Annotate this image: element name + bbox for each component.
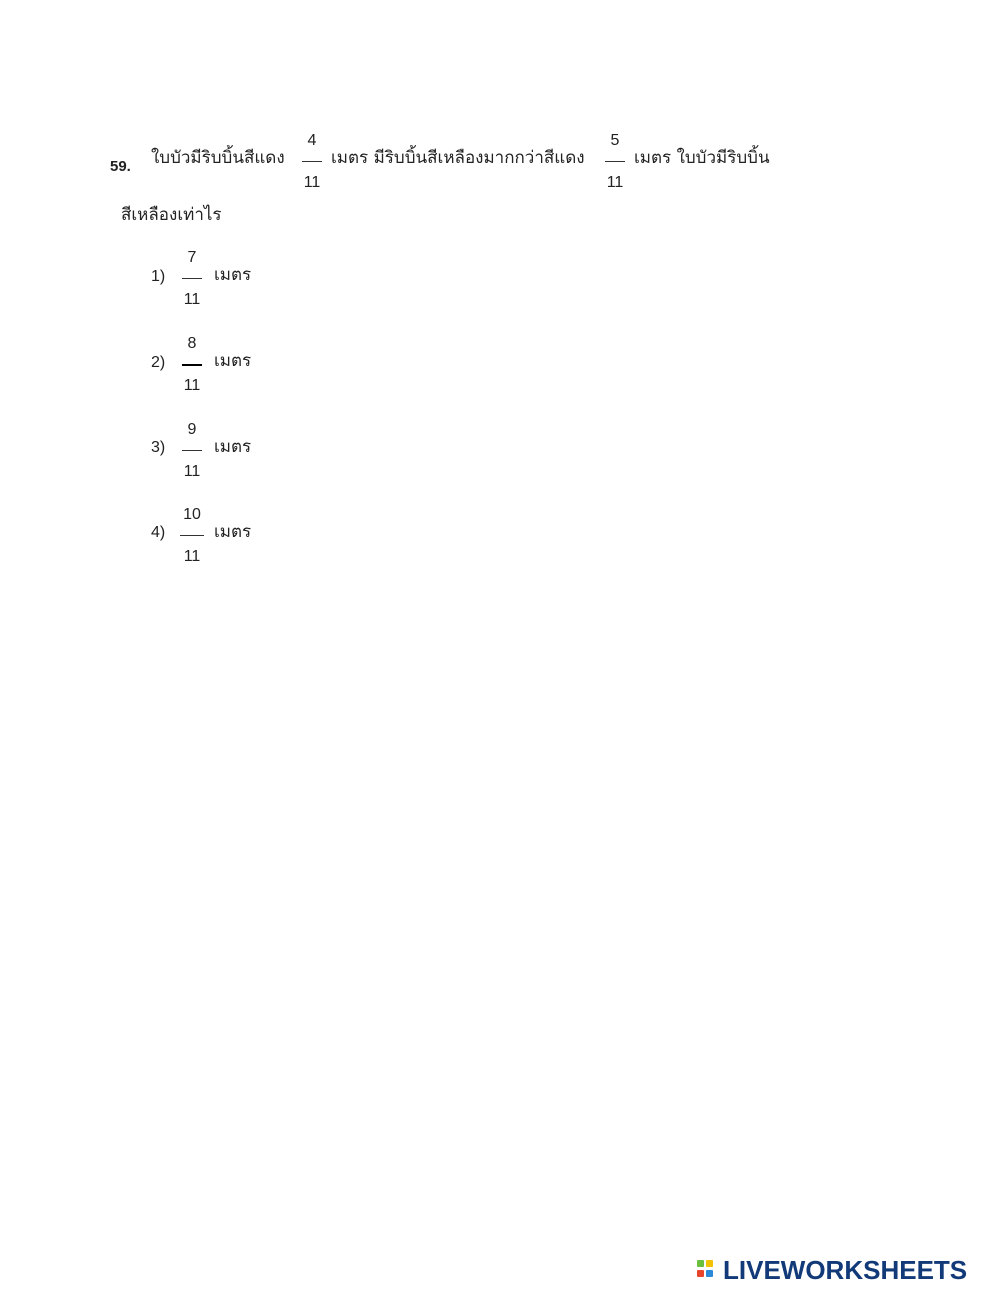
- option-fraction: [179, 422, 205, 480]
- question-fraction-1: [299, 133, 325, 191]
- denominator: 11: [183, 377, 201, 394]
- numerator: 7: [187, 249, 197, 266]
- logo-square-icon: [706, 1260, 713, 1267]
- option-fraction: [179, 250, 205, 308]
- numerator: 4: [307, 132, 317, 149]
- logo-square-icon: [697, 1260, 704, 1267]
- denominator: 11: [183, 463, 201, 480]
- option-fraction: [179, 336, 205, 394]
- fraction-bar: [182, 364, 202, 366]
- fraction-bar: [182, 450, 202, 451]
- numerator: 8: [187, 335, 197, 352]
- question-text-line2: สีเหลืองเท่าไร: [121, 205, 222, 225]
- question-text-part3: เมตร ใบบัวมีริบบิ้น: [634, 148, 770, 168]
- denominator: 11: [183, 291, 201, 308]
- option-unit: เมตร: [214, 522, 252, 542]
- option-fraction: [177, 507, 207, 565]
- option-unit: เมตร: [214, 351, 252, 371]
- option-unit: เมตร: [214, 265, 252, 285]
- logo-square-icon: [706, 1270, 713, 1277]
- denominator: 11: [303, 174, 321, 191]
- option-label: 3): [151, 439, 166, 456]
- question-text-part1: ใบบัวมีริบบิ้นสีแดง: [151, 148, 285, 168]
- fraction-bar: [605, 161, 625, 162]
- denominator: 11: [606, 174, 624, 191]
- option-label: 4): [151, 524, 166, 541]
- question-text-part2: เมตร มีริบบิ้นสีเหลืองมากกว่าสีแดง: [331, 148, 585, 168]
- numerator: 9: [187, 421, 197, 438]
- option-label: 2): [151, 354, 166, 371]
- numerator: 5: [610, 132, 620, 149]
- option-label: 1): [151, 268, 166, 285]
- fraction-bar: [180, 535, 204, 536]
- denominator: 11: [183, 548, 201, 565]
- fraction-bar: [182, 278, 202, 279]
- fraction-bar: [302, 161, 322, 162]
- numerator: 10: [183, 506, 201, 523]
- logo-square-icon: [697, 1270, 704, 1277]
- question-fraction-2: [602, 133, 628, 191]
- option-unit: เมตร: [214, 437, 252, 457]
- logo-wordmark: LIVEWORKSHEETS: [723, 1255, 968, 1285]
- question-number: 59.: [110, 158, 131, 175]
